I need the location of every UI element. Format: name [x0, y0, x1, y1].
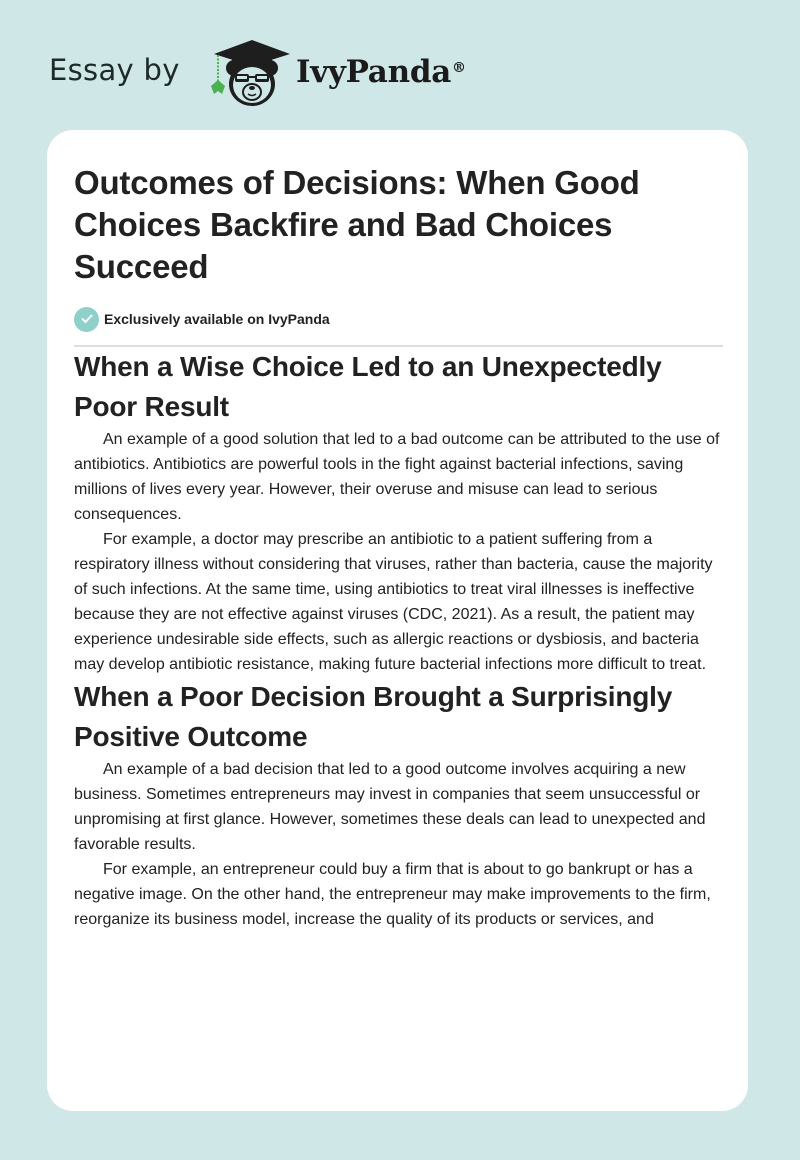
brand-name[interactable]: [296, 52, 466, 92]
essay-card: [47, 130, 748, 1111]
exclusive-badge: [74, 306, 724, 332]
page-title: Outcomes of Decisions: When Good Choices Backfire and Bad Choices Succeed: [74, 164, 640, 285]
check-circle-icon: [74, 307, 99, 332]
panda-graduation-cap-logo-icon[interactable]: [202, 34, 294, 110]
section-heading: When a Poor Decision Brought a Surprisingly Positive Outcome: [74, 681, 673, 752]
paragraph: An example of a good solution that led to a bad outcome can be attributed to the use of antibiotics. Antibiotics are powerful tools in the fight against bacterial infections, saving millions of lives every year. However, their overuse and misuse can lead to serious consequences.: [74, 431, 720, 523]
section-heading: When a Wise Choice Led to an Unexpectedly Poor Result: [74, 351, 662, 422]
paragraph: An example of a bad decision that led to a good outcome involves acquiring a new business. Sometimes entrepreneurs may invest in companies that seem unsuccessful or unpromising at first glance. However, sometimes these deals can lead to unexpected and favorable results.: [74, 761, 706, 853]
paragraph: For example, a doctor may prescribe an antibiotic to a patient suffering from a respiratory illness without considering that viruses, rather than bacteria, cause the majority of such infections. At the same time, using antibiotics to treat viral illnesses is ineffective because they are not effective against viruses (CDC, 2021). As a result, the patient may experience undesirable side effects, such as allergic reactions or dysbiosis, and bacteria may develop antibiotic resistance, making future bacterial infections more difficult to treat.: [74, 531, 713, 673]
site-header: [0, 0, 800, 130]
exclusive-badge-text: Exclusively available on IvyPanda: [104, 311, 330, 327]
registered-mark: ®: [452, 60, 466, 76]
brand-name-text: IvyPanda: [296, 54, 451, 90]
section-wise-choice: [74, 347, 724, 677]
section-poor-decision: [74, 677, 724, 932]
paragraph: For example, an entrepreneur could buy a firm that is about to go bankrupt or has a negative image. On the other hand, the entrepreneur may make improvements to the firm, reorganize its business model, increase the quality of its products or services, and: [74, 861, 711, 928]
essay-by-label: Essay by: [49, 53, 180, 87]
essay-content: [74, 162, 724, 932]
